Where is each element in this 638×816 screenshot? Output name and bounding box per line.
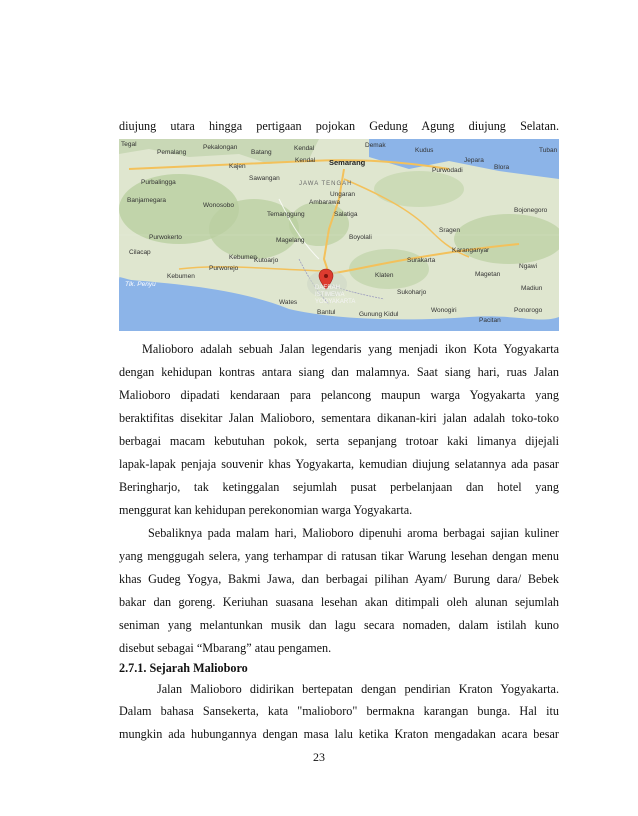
map-label: Cilacap <box>129 249 151 256</box>
map-label: Purworejo <box>209 265 239 272</box>
map-label: Purbalingga <box>141 179 176 186</box>
paragraph-line: khas Gudeg Yogya, Bakmi Jawa, dan berbagai pilihan Ayam/ Burung dara/ Bebek <box>119 572 559 586</box>
map-label: Ungaran <box>330 191 355 198</box>
map-label: Demak <box>365 142 386 149</box>
paragraph-line: Sebaliknya pada malam hari, Malioboro dipenuhi aroma berbagai sajian kuliner <box>148 526 559 540</box>
map-label: Ngawi <box>519 263 538 270</box>
paragraph-line: beraktifitas disekitar Jalan Malioboro, sementara dikanan-kiri jalan adalah toko-toko <box>119 411 559 425</box>
map-region-label: DAERAH ISTIMEWA YOGYAKARTA <box>315 285 356 305</box>
page-number: 23 <box>313 750 325 764</box>
paragraph-line: Malioboro adalah sebuah Jalan legendaris yang menjadi ikon Kota Yogyakarta <box>142 342 559 356</box>
paragraph-line: lapak-lapak penjaja souvenir khas Yogyakarta, kemudian diujung selatannya ada pasar <box>119 457 559 471</box>
map-label: Purwodadi <box>432 167 463 174</box>
map-label: Tegal <box>121 141 137 148</box>
map-label: Sukoharjo <box>397 289 427 296</box>
map-label: Semarang <box>329 158 366 167</box>
paragraph-line: mungkin ada hubungannya dengan masa lalu ketika Kraton mengadakan acara besar <box>119 727 559 741</box>
map-label: Blora <box>494 164 510 171</box>
paragraph-line: yang menggugah selera, yang terhampar di ratusan tikar Warung lesehan dengan menu <box>119 549 559 563</box>
map-label: Batang <box>251 149 272 156</box>
map-label: Tuban <box>539 147 558 154</box>
map-label: Sragen <box>439 227 460 234</box>
paragraph-line: seniman yang melantunkan musik dan lagu secara nomaden, dalam istilah kuno <box>119 618 559 632</box>
paragraph-line: bakar dan goreng. Keriuhan suasana lesehan akan ditimpali oleh alunan sejumlah <box>119 595 559 609</box>
paragraph-line: menggurat kan kehidupan perekonomian warga Yogyakarta. <box>119 503 413 517</box>
map-label: Magetan <box>475 271 501 278</box>
map-label: Klaten <box>375 272 394 279</box>
map-label: Kebumen <box>167 273 195 280</box>
map-label: Tlk. Penyu <box>125 281 156 288</box>
map-label: Bojonegoro <box>514 207 548 214</box>
map-label: Ponorogo <box>514 307 543 314</box>
map-label: Ambarawa <box>309 199 341 206</box>
paragraph-line: Beringharjo, tak ketinggalan sejumlah pusat perbelanjaan dan hotel yang <box>119 480 559 494</box>
map-label: Surakarta <box>407 257 436 264</box>
map-label: Sawangan <box>249 175 280 182</box>
map-label: Jepara <box>464 157 484 164</box>
paragraph-line: dengan kehidupan kontras antara siang dan malamnya. Saat siang hari, ruas Jalan <box>119 365 559 379</box>
map-label: Kutoarjo <box>254 257 279 264</box>
paragraph-line: Jalan Malioboro didirikan bertepatan dengan pendirian Kraton Yogyakarta. <box>157 682 559 696</box>
map-label: Gunung Kidul <box>359 311 399 318</box>
map-label: Pekalongan <box>203 144 238 151</box>
map-label: Banjarnegara <box>127 197 167 204</box>
map-label: Pemalang <box>157 149 187 156</box>
map-label: Madiun <box>521 285 543 292</box>
paragraph-line: Malioboro dipadati kendaraan para pelancong maupun warga Yogyakarta yang <box>119 388 559 402</box>
map-label: Purwokerto <box>149 234 182 241</box>
map-region-label: JAWA TENGAH <box>299 181 353 187</box>
map-label: Wonosobo <box>203 202 234 209</box>
map-label: Kebumen <box>229 254 257 261</box>
map-label: Kendal <box>295 157 316 164</box>
section-heading: 2.7.1. Sejarah Malioboro <box>119 661 248 675</box>
paragraph-line: disebut sebagai “Mbarang” atau pengamen. <box>119 641 332 655</box>
map-image <box>119 139 559 331</box>
map-label: Kudus <box>415 147 434 154</box>
map-label: Wates <box>279 299 298 306</box>
map-label: Karanganyar <box>452 247 490 254</box>
map-label: Boyolali <box>349 234 372 241</box>
map-label: Kendal <box>294 145 315 152</box>
map-label: Wonogiri <box>431 307 457 314</box>
map-label: Kajen <box>229 163 246 170</box>
paragraph-line: Dalam bahasa Sansekerta, kata "malioboro" bermakna karangan bunga. Hal itu <box>119 704 559 718</box>
map-label: Salatiga <box>334 211 358 218</box>
paragraph-line: berbagai macam kebutuhan pokok, serta sepanjang trotoar kaki limanya dijejali <box>119 434 559 448</box>
map-label: Bantul <box>317 309 336 316</box>
map-label: Temanggung <box>267 211 305 218</box>
map-label: Pacitan <box>479 317 501 324</box>
text-line-top: diujung utara hingga pertigaan pojokan Gedung Agung diujung Selatan. <box>119 119 559 133</box>
map-label: Magelang <box>276 237 305 244</box>
